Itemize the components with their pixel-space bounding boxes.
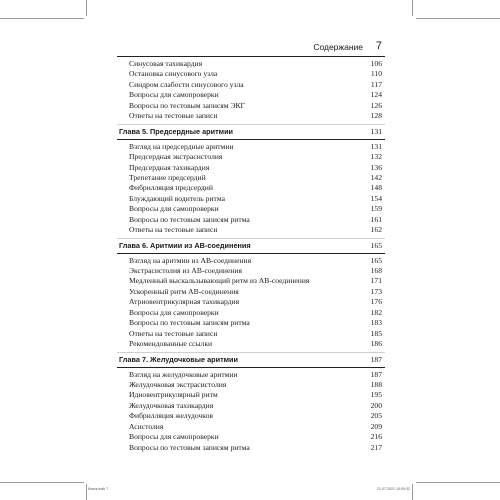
toc-entry-title: Синдром слабости синусового узла <box>129 79 244 89</box>
toc-entry-page: 200 <box>370 400 382 410</box>
toc-entry[interactable] <box>117 380 385 390</box>
toc-entry[interactable] <box>117 80 385 90</box>
toc-entry-page: 106 <box>370 59 382 68</box>
toc-entry[interactable] <box>117 339 385 349</box>
toc-entry[interactable] <box>117 215 385 225</box>
crop-mark <box>412 484 413 500</box>
toc-entry-title: Асистолия <box>129 421 164 431</box>
toc-entry[interactable] <box>117 287 385 297</box>
toc-entry-title: Предсердная тахикардия <box>129 162 210 172</box>
toc-entry[interactable] <box>117 422 385 432</box>
toc-entry-page: 126 <box>370 100 382 110</box>
toc-chapter[interactable] <box>117 240 385 252</box>
toc-entry-title: Вопросы для самопроверки <box>129 204 219 214</box>
toc-entry-title: Ответы на тестовые записи <box>129 111 218 121</box>
toc-entry-title: Желудочковая экстрасистолия <box>129 379 227 389</box>
toc-entry-page: 168 <box>370 266 382 275</box>
toc-entry[interactable] <box>117 266 385 276</box>
toc-entry-title: Атриовентрикулярная тахикардия <box>129 297 240 307</box>
toc-entry-title: Вопросы по тестовым записям ритма <box>129 318 250 328</box>
toc-entry-title: Фибрилляция предсердий <box>129 183 213 193</box>
toc-entry-page: 110 <box>370 69 382 79</box>
toc-entry[interactable] <box>117 204 385 214</box>
toc-entry[interactable] <box>117 183 385 193</box>
toc-entry-page: 148 <box>370 183 382 193</box>
toc-entry-title: Взгляд на аритмии из АВ-соединения <box>129 255 252 265</box>
toc-entry-page: 154 <box>370 193 382 203</box>
toc-entry-page: 142 <box>370 172 382 182</box>
crop-mark <box>86 0 87 16</box>
chapter-rule <box>117 253 385 254</box>
toc-entry-page: 205 <box>370 411 382 421</box>
toc-chapter-title: Глава 7. Желудочковые аритмии <box>119 354 239 364</box>
toc-entry-title: Вопросы по тестовым записям ЭКГ <box>129 100 245 110</box>
toc-chapter[interactable] <box>117 354 385 366</box>
toc-entry-page: 117 <box>370 79 382 89</box>
toc-entry-title: Фибрилляция желудочков <box>129 411 213 421</box>
toc-entry-page: 136 <box>370 162 382 172</box>
chapter-rule <box>117 367 385 368</box>
toc-entry-title: Вопросы по тестовым записям ритма <box>129 442 250 452</box>
toc-entry-title: Предсердная экстрасистолия <box>129 152 223 162</box>
toc-chapter-page: 187 <box>370 354 382 364</box>
toc-entry[interactable] <box>117 142 385 152</box>
toc-entry-title: Синусовая тахикардия <box>129 59 203 68</box>
toc-entry-title: Трепетание предсердий <box>129 172 206 182</box>
toc-entry-title: Ответы на тестовые записи <box>129 225 218 235</box>
crop-mark <box>0 18 84 19</box>
toc-entry-title: Рекомендованные ссылки <box>129 339 213 349</box>
toc-entry-title: Желудочковая тахикардия <box>129 400 214 410</box>
toc-entry[interactable] <box>117 194 385 204</box>
toc-entry-title: Ответы на тестовые записи <box>129 328 218 338</box>
toc-entry[interactable] <box>117 329 385 339</box>
toc-entry-page: 159 <box>370 204 382 214</box>
toc-entry-page: 128 <box>370 111 382 121</box>
toc-entry-page: 162 <box>370 225 382 235</box>
toc-chapter-page: 131 <box>370 126 382 136</box>
toc-entry-title: Взгляд на предсердные аритмии <box>129 141 234 151</box>
toc-entry-page: 186 <box>370 339 382 349</box>
running-header-title: Содержание <box>313 42 363 52</box>
section-divider <box>117 124 385 125</box>
toc-entry-page: 165 <box>370 255 382 265</box>
toc-entry-page: 131 <box>370 141 382 151</box>
toc-entry-title: Ускоренный ритм АВ-соединения <box>129 286 239 296</box>
chapter-rule <box>117 139 385 140</box>
toc-chapter[interactable] <box>117 126 385 138</box>
toc-entry-title: Остановка синусового узла <box>129 69 218 79</box>
toc-entry-page: 187 <box>370 369 382 379</box>
toc-entry[interactable] <box>117 173 385 183</box>
toc-entry[interactable] <box>117 318 385 328</box>
toc-entry-page: 161 <box>370 214 382 224</box>
page-number: 7 <box>375 40 382 52</box>
toc-entry[interactable] <box>117 256 385 266</box>
toc-entry[interactable] <box>117 69 385 79</box>
crop-mark <box>412 0 413 16</box>
toc-entry[interactable] <box>117 225 385 235</box>
toc-entry-page: 188 <box>370 379 382 389</box>
section-divider <box>117 352 385 353</box>
toc-entry-title: Вопросы для самопроверки <box>129 307 219 317</box>
toc-entry-page: 185 <box>370 328 382 338</box>
table-of-contents <box>117 59 385 453</box>
toc-entry-title: Вопросы по тестовым записям ритма <box>129 214 250 224</box>
toc-entry[interactable] <box>117 152 385 162</box>
toc-entry[interactable] <box>117 111 385 121</box>
toc-entry-page: 171 <box>370 276 382 286</box>
toc-entry[interactable] <box>117 390 385 400</box>
toc-entry-page: 183 <box>370 318 382 328</box>
toc-entry[interactable] <box>117 101 385 111</box>
toc-entry-page: 216 <box>370 432 382 442</box>
crop-mark <box>86 484 87 500</box>
toc-entry-title: Экстрасистолия из АВ-соединения <box>129 266 242 275</box>
toc-entry[interactable] <box>117 432 385 442</box>
toc-entry[interactable] <box>117 59 385 69</box>
toc-entry-title: Медленный выскальзывающий ритм из АВ-соединения <box>129 276 310 286</box>
toc-entry-title: Идиовентрикулярный ритм <box>129 390 218 400</box>
toc-entry[interactable] <box>117 163 385 173</box>
toc-chapter-title: Глава 5. Предсердные аритмии <box>119 126 234 136</box>
header-rule <box>117 56 385 57</box>
footer-file: Книга.indb 7 <box>88 487 109 491</box>
toc-entry[interactable] <box>117 411 385 421</box>
toc-entry-page: 217 <box>370 442 382 452</box>
toc-entry-title: Вопросы для самопроверки <box>129 90 219 100</box>
toc-entry[interactable] <box>117 401 385 411</box>
crop-mark <box>0 482 84 483</box>
toc-entry-page: 124 <box>370 90 382 100</box>
toc-entry[interactable] <box>117 90 385 100</box>
toc-entry-title: Блуждающий водитель ритма <box>129 193 225 203</box>
toc-entry-title: Вопросы для самопроверки <box>129 432 219 442</box>
running-header <box>117 40 385 54</box>
toc-entry-page: 132 <box>370 152 382 162</box>
toc-entry[interactable] <box>117 308 385 318</box>
toc-entry-title: Взгляд на желудочковые аритмии <box>129 369 238 379</box>
toc-entry[interactable] <box>117 443 385 453</box>
toc-entry-page: 195 <box>370 390 382 400</box>
crop-mark <box>416 18 500 19</box>
toc-entry[interactable] <box>117 276 385 286</box>
crop-mark <box>416 482 500 483</box>
toc-entry-page: 209 <box>370 421 382 431</box>
toc-entry[interactable] <box>117 297 385 307</box>
section-divider <box>117 238 385 239</box>
toc-entry-page: 173 <box>370 286 382 296</box>
footer-timestamp: 21.07.2021 10:09:32 <box>377 487 410 491</box>
toc-entry[interactable] <box>117 370 385 380</box>
toc-entry-page: 176 <box>370 297 382 307</box>
toc-chapter-page: 165 <box>370 240 382 250</box>
toc-chapter-title: Глава 6. Аритмии из АВ-соединения <box>119 240 251 250</box>
toc-entry-page: 182 <box>370 307 382 317</box>
